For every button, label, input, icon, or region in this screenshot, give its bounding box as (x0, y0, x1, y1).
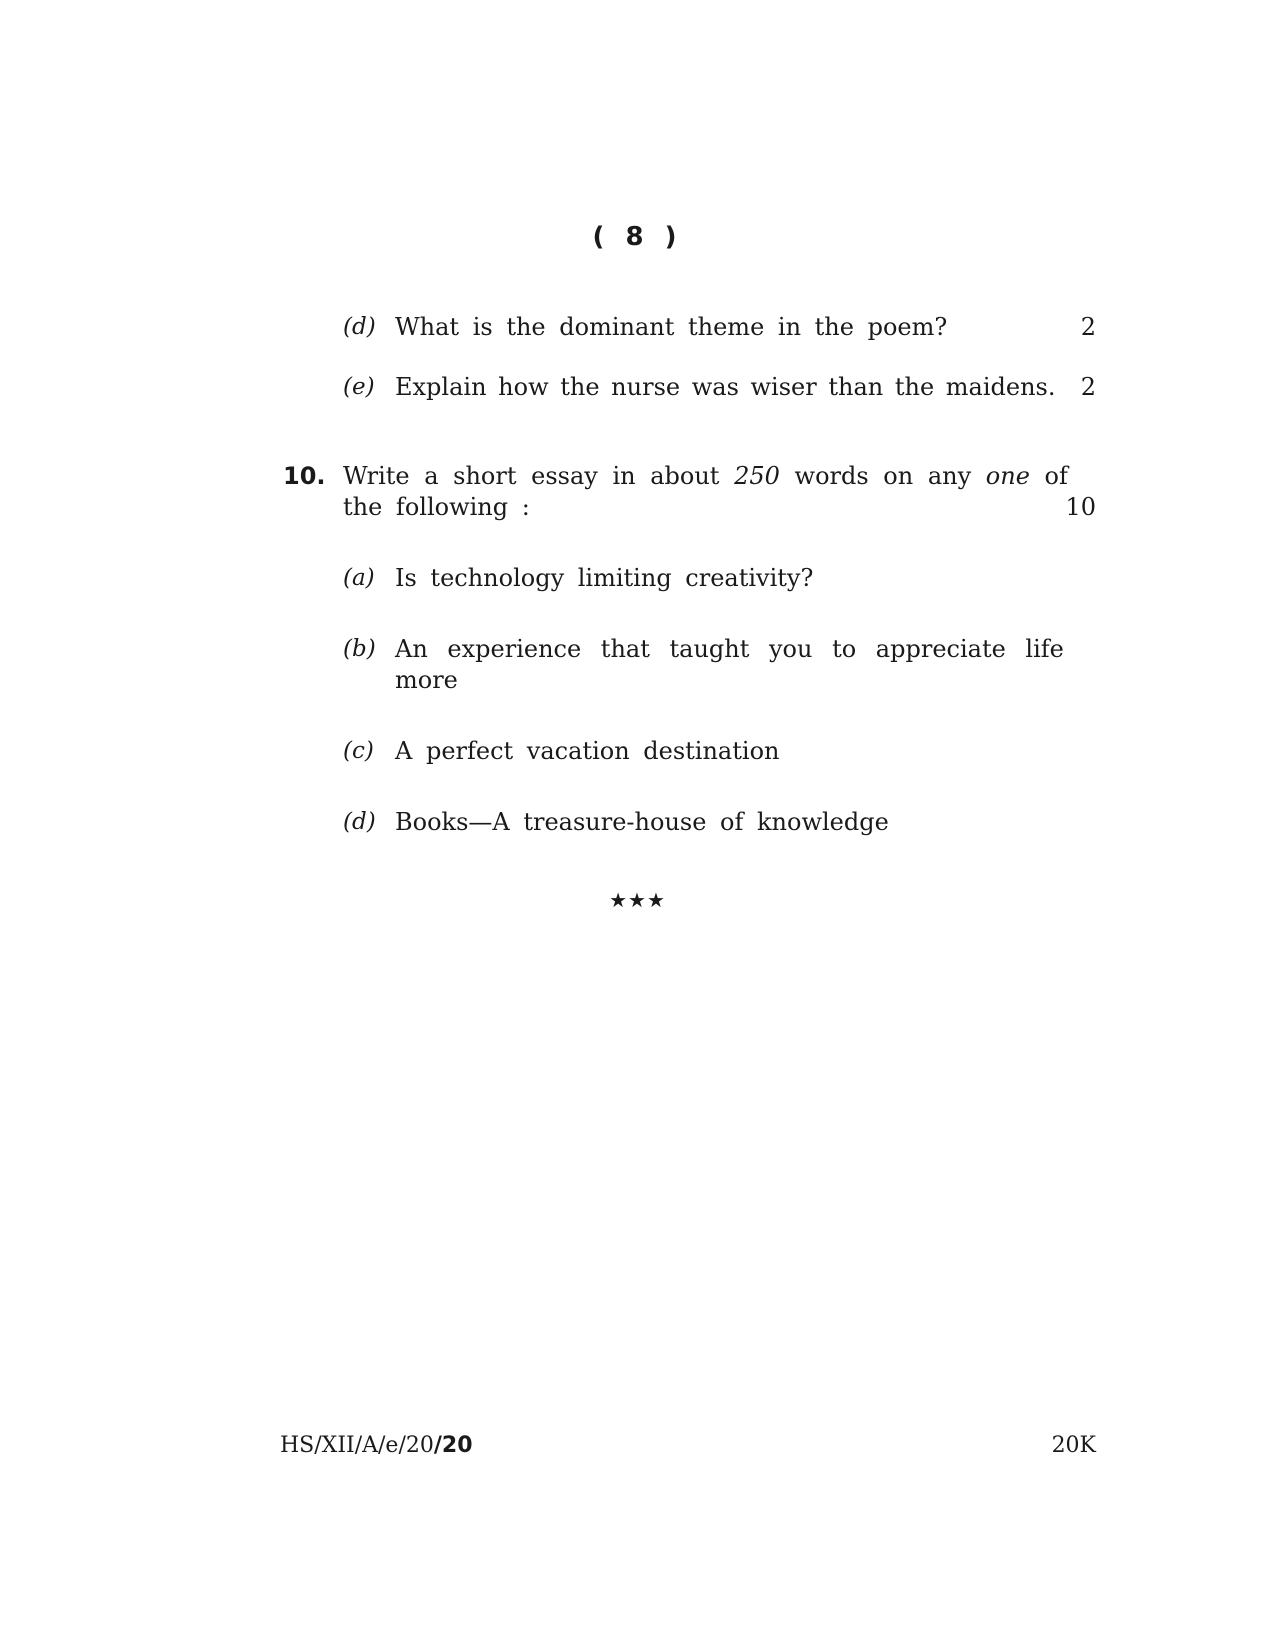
item-text: Explain how the nurse was wiser than the maidens. (395, 373, 1056, 401)
question-prompt-line2: the following : (343, 493, 530, 521)
footer-print-count: 20K (1051, 1433, 1096, 1458)
prompt-part: of (1029, 462, 1068, 490)
option-text-continued: more (395, 666, 458, 694)
question-marks: 10 (1065, 493, 1096, 521)
item-label: (e) (343, 374, 375, 400)
option-label: (c) (343, 738, 374, 764)
item-marks: 2 (1080, 313, 1096, 341)
prompt-part: words on any (779, 462, 986, 490)
option-text: Is technology limiting creativity? (395, 564, 814, 592)
page-number: ( 8 ) (592, 222, 683, 252)
prompt-emphasis: one (985, 462, 1030, 490)
option-label: (d) (343, 809, 376, 835)
item-text: What is the dominant theme in the poem? (395, 313, 948, 341)
question-number: 10. (283, 462, 326, 490)
end-of-paper-stars: ★★★ (609, 888, 666, 912)
paper-code-suffix: /20 (433, 1433, 473, 1458)
question-prompt-line1 (343, 460, 1068, 492)
option-text: A perfect vacation destination (395, 737, 780, 765)
paper-code: HS/XII/A/e/20 (280, 1433, 434, 1458)
option-label: (b) (343, 636, 376, 662)
prompt-part: Write a short essay in about (343, 462, 735, 490)
item-marks: 2 (1080, 373, 1096, 401)
footer-paper-code (280, 1432, 473, 1460)
option-label: (a) (343, 565, 375, 591)
item-label: (d) (343, 314, 376, 340)
option-text: Books—A treasure-house of knowledge (395, 808, 889, 836)
option-text: An experience that taught you to appreciate life (395, 635, 1064, 663)
prompt-word-count: 250 (734, 462, 780, 490)
